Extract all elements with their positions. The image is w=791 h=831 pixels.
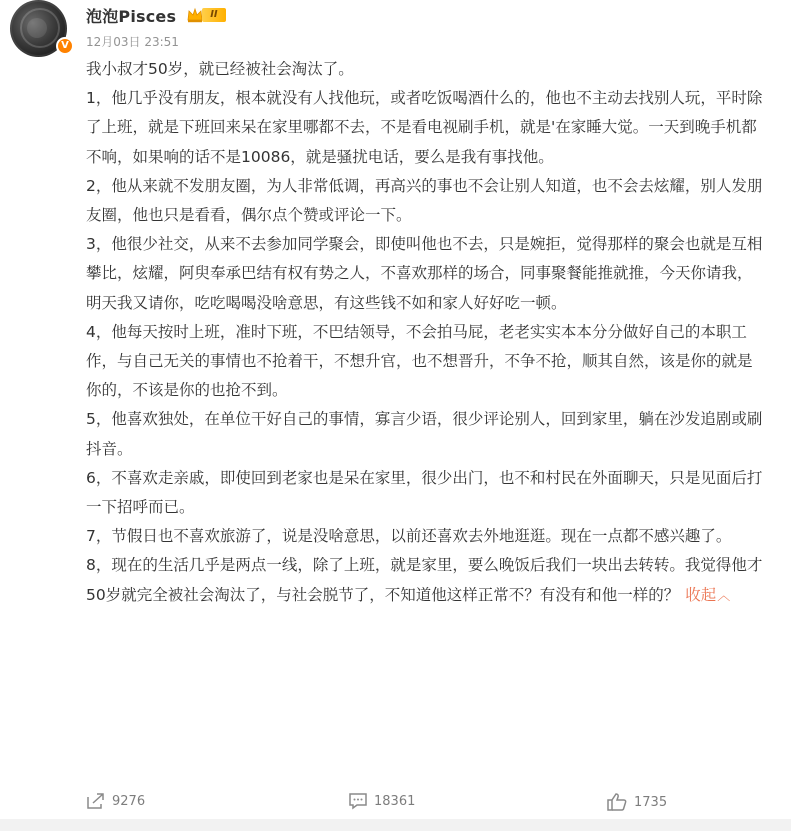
post-paragraph: 4，他每天按时上班，准时下班，不巴结领导，不会拍马屁，老老实实本本分分做好自己的本职工作，与自己无关的事情也不抢着干，不想升官，也不想晋升，不争不抢，顺其自然，该是你的就是你的，不该是你的也抢不到。 bbox=[86, 322, 753, 400]
post-paragraph: 2，他从来就不发朋友圈，为人非常低调，再高兴的事也不会让别人知道，也不会去炫耀，别人发朋友圈，他也只是看看，偶尔点个赞或评论一下。 bbox=[86, 176, 763, 225]
bottom-divider bbox=[0, 819, 791, 831]
chevron-up-icon: ︿ bbox=[717, 588, 731, 604]
comment-icon bbox=[348, 792, 368, 810]
post-paragraph: 1，他几乎没有朋友，根本就没有人找他玩，或者吃饭喝酒什么的，他也不主动去找别人玩，平时除了上班，就是下班回来呆在家里哪都不去，不是看电视刷手机，就是'在家睡大觉。一天到晚手机都不响，如果响的话不是10086，就是骚扰电话，要么是我有事找他。 bbox=[86, 89, 763, 166]
like-count: 1735 bbox=[634, 794, 668, 810]
post-paragraph: 5，他喜欢独处，在单位干好自己的事情，寡言少语，很少评论别人，回到家里，躺在沙发追剧或刷抖音。 bbox=[86, 410, 763, 458]
post-header bbox=[86, 4, 226, 26]
action-bar bbox=[0, 780, 791, 820]
share-icon bbox=[86, 792, 106, 810]
post-paragraph: 3，他很少社交，从来不去参加同学聚会，即使叫他也不去，只是婉拒，觉得那样的聚会也就是互相攀比，炫耀，阿臾奉承巴结有权有势之人，不喜欢那样的场合，同事聚餐能推就推，今天你请我，明天我又请你，吃吃喝喝没啥意思，有这些钱不如和家人好好吃一顿。 bbox=[86, 235, 763, 312]
like-button[interactable] bbox=[606, 792, 667, 812]
verified-v-badge-icon: V bbox=[56, 37, 74, 55]
post-paragraph: 我小叔才50岁，就已经被社会淘汰了。 bbox=[86, 60, 354, 78]
share-count: 9276 bbox=[112, 793, 146, 809]
thumbs-up-icon bbox=[606, 792, 628, 812]
share-button[interactable] bbox=[86, 792, 145, 810]
post-paragraph: 7，节假日也不喜欢旅游了，说是没啥意思，以前还喜欢去外地逛逛。现在一点都不感兴趣了。 bbox=[86, 527, 732, 546]
post-paragraph-last bbox=[86, 551, 766, 610]
post-paragraph-text: 8，现在的生活几乎是两点一线，除了上班，就是家里，要么晚饭后我们一块出去转转。我觉得他才50岁就完全被社会淘汰了，与社会脱节了，不知道他这样正常不？有没有和他一样的？ bbox=[86, 556, 763, 604]
avatar-wrapper[interactable] bbox=[10, 0, 72, 57]
username[interactable]: 泡泡Pisces bbox=[86, 6, 177, 26]
post-content bbox=[86, 55, 766, 611]
vip-level-label: II bbox=[202, 8, 225, 22]
comment-button[interactable] bbox=[348, 792, 415, 810]
vip-badge[interactable] bbox=[186, 6, 225, 24]
collapse-label: 收起 bbox=[685, 585, 717, 604]
post-paragraph: 6，不喜欢走亲戚，即使回到老家也是呆在家里，很少出门，也不和村民在外面聊天，只是见面后打一下招呼而已。 bbox=[86, 468, 763, 517]
comment-count: 18361 bbox=[374, 793, 416, 809]
collapse-button[interactable] bbox=[685, 586, 730, 604]
post-timestamp[interactable]: 12月03日 23:51 bbox=[86, 35, 179, 49]
